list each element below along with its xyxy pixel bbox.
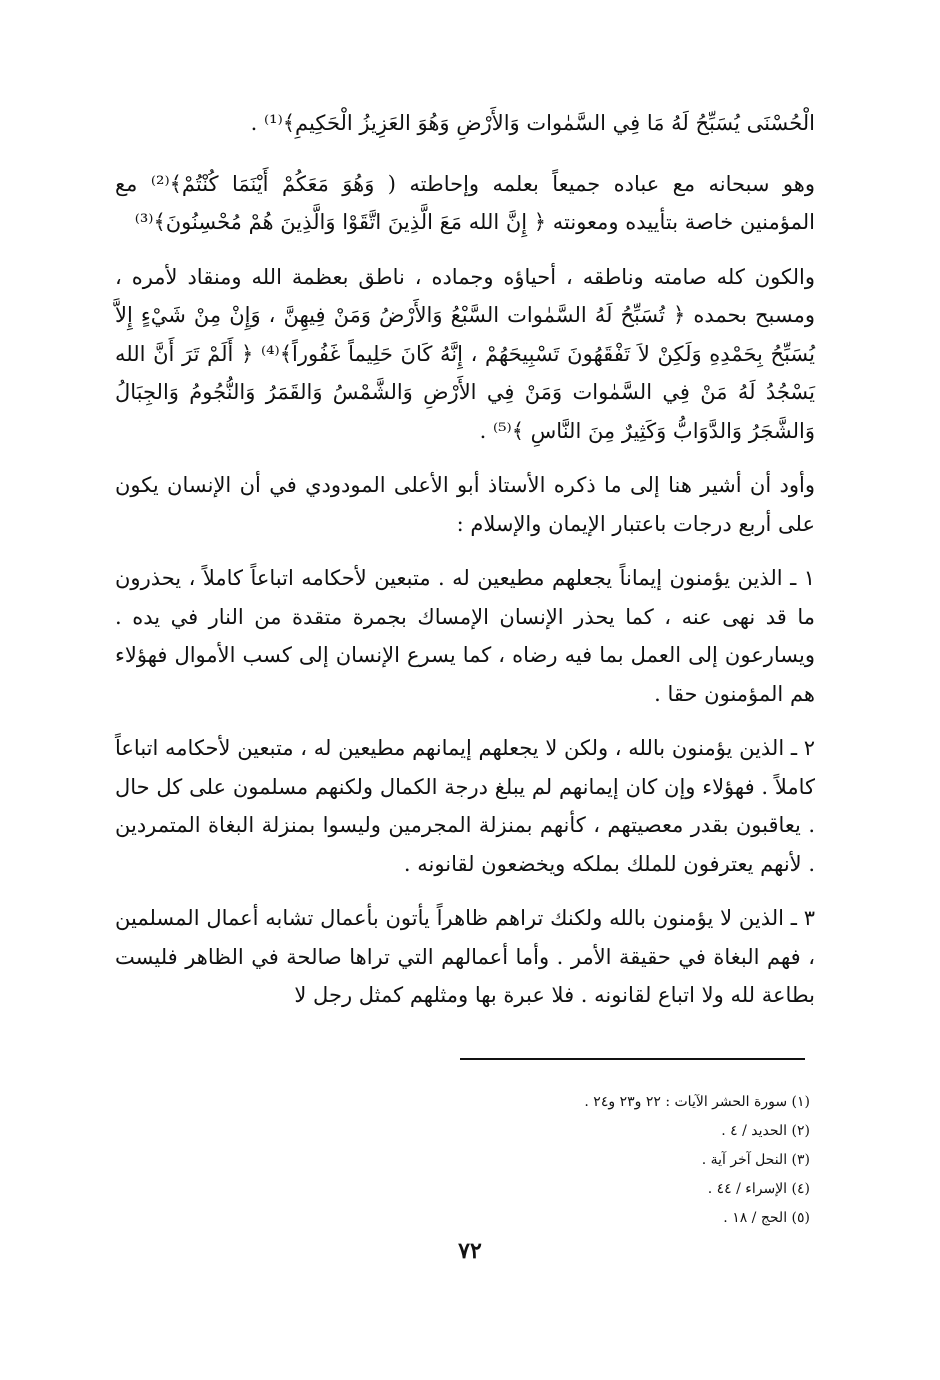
page-number: ٧٢ xyxy=(458,1238,482,1264)
footnotes-list xyxy=(440,1088,810,1233)
footnote-item: (٥) الحج / ١٨ . xyxy=(723,1210,810,1226)
paragraph-divine-presence: وهو سبحانه مع عباده جميعاً بعلمه وإحاطته ( وَهُوَ مَعَكُمْ أَيْنَمَا كُنْتُمْ﴾⁽²⁾ مع المؤمنين خاصة بتأييده ومعونته ﴿ إِنَّ الله مَعَ الَّذِينَ اتَّقَوْا وَالَّذِينَ هُمْ مُحْسِنُونَ﴾⁽³⁾ xyxy=(115,171,815,234)
main-text xyxy=(115,104,815,1031)
paragraph-degree-two: ٢ ـ الذين يؤمنون بالله ، ولكن لا يجعلهم إيمانهم مطيعين له ، متبعين لأحكامه اتباعاً كاملاً . فهؤلاء وإن كان إيمانهم لم يبلغ درجة الكمال ولكنهم مسلمون على كل حال . يعاقبون بقدر معصيتهم ، كأنهم بمنزلة المجرمين وليسوا بمنزلة البغاة المتمردين . لأنهم يعترفون للملك بملكه ويخضعون لقانونه . xyxy=(115,736,815,876)
paragraph-degree-one: ١ ـ الذين يؤمنون إيماناً يجعلهم مطيعين له . متبعين لأحكامه اتباعاً كاملاً ، يحذرون ما قد نهى عنه ، كما يحذر الإنسان الإمساك بجمرة متقدة من النار في يده . ويسارعون إلى العمل بما فيه رضاه ، كما يسرع الإنسان إلى كسب الأموال فهؤلاء هم المؤمنون حقا . xyxy=(115,566,815,706)
footnote-divider xyxy=(460,1058,805,1060)
footnote-item: (٤) الإسراء / ٤٤ . xyxy=(707,1181,810,1197)
footnote-item: (٣) النحل آخر آية . xyxy=(701,1152,810,1168)
footnote-item: (١) سورة الحشر الآيات : ٢٢ و٢٣ و٢٤ . xyxy=(584,1094,810,1110)
paragraph-verse-continuation: الْحُسْنَى يُسَبِّحُ لَهُ مَا فِي السَّمٰوات وَالأَرْضِ وَهُوَ العَزِيزُ الْحَكِيمِ﴾⁽¹⁾ . xyxy=(250,111,815,135)
paragraph-universe-glorification: والكون كله صامته وناطقه ، أحياؤه وجماده ، ناطق بعظمة الله ومنقاد لأمره ، ومسبح بحمده ﴿ تُسَبِّحُ لَهُ السَّمٰوات السَّبْعُ وَالأَرْضُ وَمَنْ فِيهِنَّ ، وَإِنْ مِنْ شَيْءٍ إِلاَّ يُسَبِّحُ بِحَمْدِهِ وَلَكِنْ لاَ تَفْقَهُونَ تَسْبِيحَهُمْ ، إِنَّهُ كَانَ حَلِيماً غَفُوراً﴾⁽⁴⁾ ﴿ أَلَمْ تَرَ أَنَّ الله يَسْجُدُ لَهُ مَنْ فِي السَّمٰوات وَمَنْ فِي الأَرْضِ وَالشَّمْسُ وَالقَمَرُ وَالنُّجُومُ وَالجِبَالُ وَالشَّجَرُ وَالدَّوَابُّ وَكَثِيرٌ مِنَ النَّاسِ ﴾⁽⁵⁾ . xyxy=(115,264,815,443)
paragraph-degree-three: ٣ ـ الذين لا يؤمنون بالله ولكنك تراهم ظاهراً يأتون بأعمال تشابه أعمال المسلمين ، فهم البغاة في حقيقة الأمر . وأما أعمالهم التي تراها صالحة في الظاهر فليست بطاعة لله ولا اتباع لقانونه . فلا عبرة بها ومثلهم كمثل رجل لا xyxy=(115,906,815,1007)
paragraph-maududi-intro: وأود أن أشير هنا إلى ما ذكره الأستاذ أبو الأعلى المودودي في أن الإنسان يكون على أربع درجات باعتبار الإيمان والإسلام : xyxy=(115,473,815,536)
footnote-item: (٢) الحديد / ٤ . xyxy=(721,1123,810,1139)
